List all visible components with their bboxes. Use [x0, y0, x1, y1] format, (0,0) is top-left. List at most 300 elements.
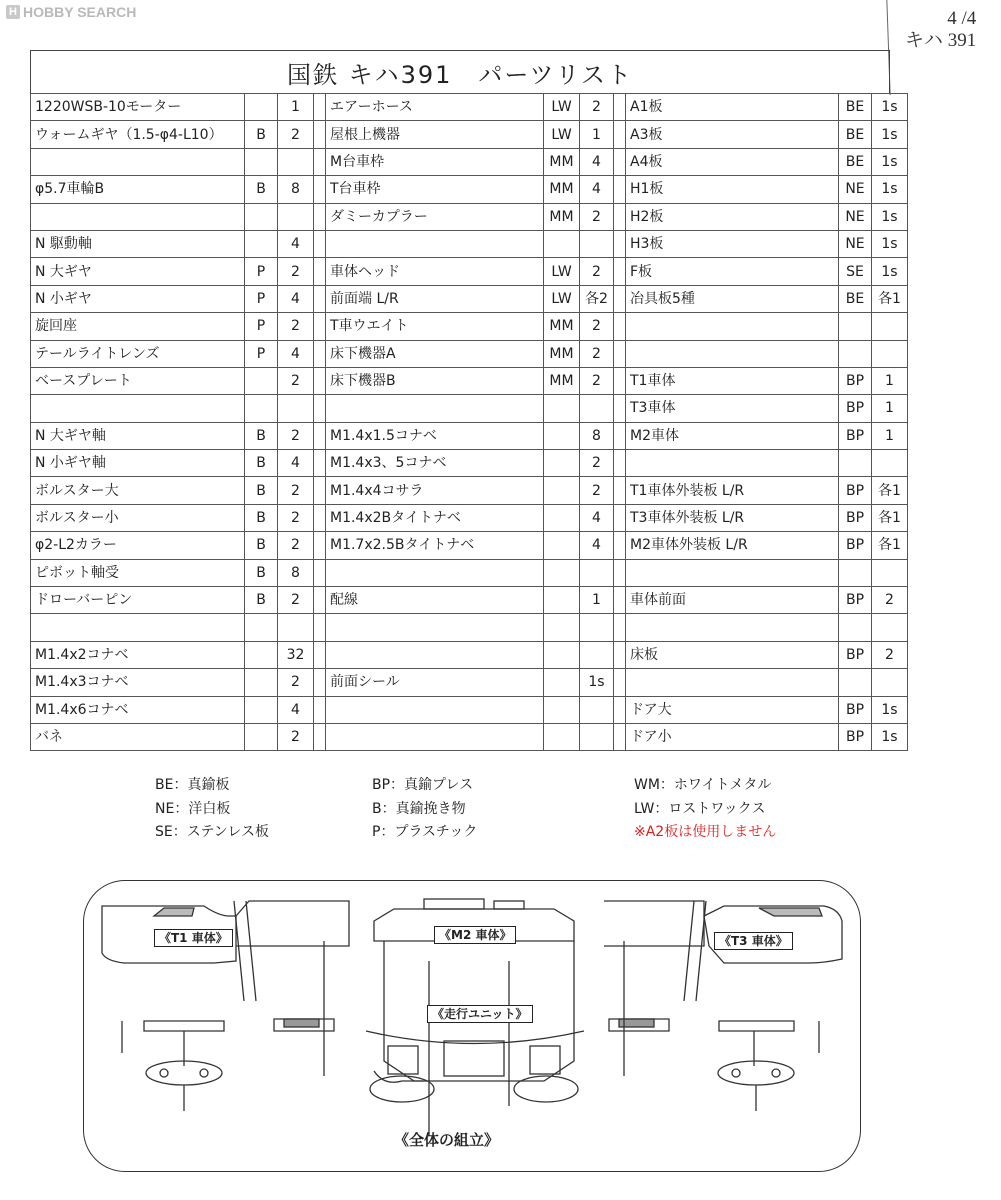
material-cell: BP: [839, 477, 872, 504]
column-divider: [614, 504, 626, 531]
column-divider: [614, 313, 626, 340]
t3-body-label: 《T3 車体》: [714, 932, 793, 950]
table-row: [31, 176, 908, 203]
part-name-cell: N 小ギヤ軸: [31, 450, 245, 477]
column-divider: [314, 723, 326, 750]
assembly-diagram: [83, 880, 861, 1172]
quantity-cell: [872, 669, 908, 696]
part-name-cell: テールライトレンズ: [31, 340, 245, 367]
quantity-cell: 各1: [872, 285, 908, 312]
quantity-cell: 2: [278, 669, 314, 696]
part-name-cell: H3板: [626, 230, 839, 257]
table-row: [31, 258, 908, 285]
column-divider: [314, 313, 326, 340]
drive-unit-label: 《走行ユニット》: [427, 1005, 533, 1023]
material-cell: BP: [839, 422, 872, 449]
part-name-cell: T1車体外装板 L/R: [626, 477, 839, 504]
quantity-cell: 2: [580, 340, 614, 367]
material-cell: [245, 641, 278, 668]
quantity-cell: 4: [580, 532, 614, 559]
column-divider: [314, 504, 326, 531]
material-cell: [544, 450, 580, 477]
part-name-cell: [626, 450, 839, 477]
quantity-cell: [580, 641, 614, 668]
material-cell: [544, 477, 580, 504]
column-divider: [614, 532, 626, 559]
material-cell: [245, 669, 278, 696]
quantity-cell: 2: [278, 367, 314, 394]
part-name-cell: [326, 230, 544, 257]
material-cell: B: [245, 504, 278, 531]
quantity-cell: 各1: [872, 532, 908, 559]
quantity-cell: [278, 148, 314, 175]
column-divider: [614, 121, 626, 148]
material-cell: P: [245, 285, 278, 312]
table-row: [31, 669, 908, 696]
column-divider: [614, 641, 626, 668]
legend-item: P：プラスチック: [372, 824, 478, 840]
material-cell: NE: [839, 203, 872, 230]
quantity-cell: 4: [580, 148, 614, 175]
part-name-cell: N 小ギヤ: [31, 285, 245, 312]
legend-item: SE：ステンレス板: [155, 824, 269, 840]
part-name-cell: M1.4x3、5コナベ: [326, 450, 544, 477]
part-name-cell: N 大ギヤ軸: [31, 422, 245, 449]
part-name-cell: [31, 148, 245, 175]
quantity-cell: [872, 614, 908, 641]
quantity-cell: 4: [580, 504, 614, 531]
a2-plate-note: ※A2板は使用しません: [634, 824, 777, 840]
column-divider: [614, 94, 626, 121]
material-cell: [245, 203, 278, 230]
quantity-cell: 1: [580, 587, 614, 614]
column-divider: [614, 258, 626, 285]
material-cell: [544, 532, 580, 559]
material-cell: [839, 340, 872, 367]
quantity-cell: [278, 203, 314, 230]
material-cell: [544, 587, 580, 614]
quantity-cell: 2: [278, 477, 314, 504]
quantity-cell: 2: [580, 367, 614, 394]
quantity-cell: 各1: [872, 504, 908, 531]
quantity-cell: 2: [872, 641, 908, 668]
part-name-cell: [326, 723, 544, 750]
material-cell: LW: [544, 121, 580, 148]
column-divider: [314, 669, 326, 696]
table-row: [31, 477, 908, 504]
quantity-cell: 1s: [872, 723, 908, 750]
part-name-cell: M1.4x3コナベ: [31, 669, 245, 696]
table-row: [31, 504, 908, 531]
column-divider: [614, 450, 626, 477]
watermark-text: HOBBY SEARCH: [23, 4, 137, 20]
quantity-cell: 2: [278, 723, 314, 750]
part-name-cell: 冶具板5種: [626, 285, 839, 312]
column-divider: [314, 230, 326, 257]
material-cell: MM: [544, 340, 580, 367]
column-divider: [314, 285, 326, 312]
material-cell: [245, 148, 278, 175]
legend-column-2: [372, 774, 477, 845]
legend-item: B：真鍮挽き物: [372, 800, 466, 817]
quantity-cell: 4: [278, 340, 314, 367]
column-divider: [314, 477, 326, 504]
quantity-cell: 各2: [580, 285, 614, 312]
table-row: [31, 230, 908, 257]
column-divider: [614, 669, 626, 696]
column-divider: [614, 148, 626, 175]
material-cell: B: [245, 477, 278, 504]
hobby-search-watermark: [6, 4, 136, 20]
material-cell: [839, 450, 872, 477]
quantity-cell: 2: [580, 94, 614, 121]
quantity-cell: 2: [278, 121, 314, 148]
column-divider: [314, 148, 326, 175]
table-row: [31, 367, 908, 394]
part-name-cell: [326, 395, 544, 422]
part-name-cell: [31, 203, 245, 230]
table-row: [31, 450, 908, 477]
legend-column-3: [634, 774, 776, 845]
part-name-cell: H1板: [626, 176, 839, 203]
quantity-cell: 8: [278, 559, 314, 586]
legend-item: LW：ロストワックス: [634, 800, 766, 817]
quantity-cell: 1s: [872, 258, 908, 285]
t1-body-label: 《T1 車体》: [154, 929, 233, 947]
part-name-cell: M台車枠: [326, 148, 544, 175]
material-cell: BE: [839, 121, 872, 148]
column-divider: [314, 450, 326, 477]
part-name-cell: 床板: [626, 641, 839, 668]
part-name-cell: M2車体外装板 L/R: [626, 532, 839, 559]
part-name-cell: [626, 614, 839, 641]
material-cell: MM: [544, 313, 580, 340]
column-divider: [614, 285, 626, 312]
column-divider: [614, 723, 626, 750]
material-cell: B: [245, 176, 278, 203]
quantity-cell: 1s: [580, 669, 614, 696]
material-cell: P: [245, 340, 278, 367]
part-name-cell: ダミーカプラー: [326, 203, 544, 230]
material-cell: BE: [839, 94, 872, 121]
material-cell: [839, 669, 872, 696]
part-name-cell: 床下機器A: [326, 340, 544, 367]
parts-list-title: 国鉄 キハ391 パーツリスト: [30, 50, 890, 93]
material-cell: [544, 504, 580, 531]
material-cell: P: [245, 258, 278, 285]
part-name-cell: 床下機器B: [326, 367, 544, 394]
material-cell: [544, 395, 580, 422]
column-divider: [614, 367, 626, 394]
material-cell: LW: [544, 94, 580, 121]
quantity-cell: [278, 614, 314, 641]
quantity-cell: [580, 559, 614, 586]
column-divider: [314, 176, 326, 203]
column-divider: [614, 559, 626, 586]
part-name-cell: ドア大: [626, 696, 839, 723]
column-divider: [314, 395, 326, 422]
part-name-cell: ドローバーピン: [31, 587, 245, 614]
quantity-cell: [872, 313, 908, 340]
quantity-cell: [872, 450, 908, 477]
column-divider: [614, 395, 626, 422]
part-name-cell: A4板: [626, 148, 839, 175]
column-divider: [614, 477, 626, 504]
column-divider: [614, 176, 626, 203]
material-cell: MM: [544, 367, 580, 394]
part-name-cell: [626, 340, 839, 367]
part-name-cell: φ2-L2カラー: [31, 532, 245, 559]
part-name-cell: M1.7x2.5Bタイトナベ: [326, 532, 544, 559]
column-divider: [314, 422, 326, 449]
m2-body-label: 《M2 車体》: [434, 926, 516, 944]
part-name-cell: H2板: [626, 203, 839, 230]
part-name-cell: [326, 559, 544, 586]
material-cell: B: [245, 559, 278, 586]
quantity-cell: 各1: [872, 477, 908, 504]
material-cell: [544, 230, 580, 257]
part-name-cell: M1.4x2Bタイトナベ: [326, 504, 544, 531]
part-name-cell: T車ウエイト: [326, 313, 544, 340]
page-number-block: [905, 8, 976, 52]
material-cell: [245, 723, 278, 750]
material-cell: [544, 614, 580, 641]
part-name-cell: ボルスター大: [31, 477, 245, 504]
column-divider: [314, 258, 326, 285]
part-name-cell: N 駆動軸: [31, 230, 245, 257]
table-row: [31, 148, 908, 175]
part-name-cell: 1220WSB-10モーター: [31, 94, 245, 121]
part-name-cell: 前面シール: [326, 669, 544, 696]
part-name-cell: N 大ギヤ: [31, 258, 245, 285]
model-name: キハ 391: [905, 30, 977, 51]
material-cell: MM: [544, 176, 580, 203]
part-name-cell: M1.4x1.5コナベ: [326, 422, 544, 449]
material-cell: [245, 395, 278, 422]
part-name-cell: エアーホース: [326, 94, 544, 121]
part-name-cell: T3車体外装板 L/R: [626, 504, 839, 531]
material-cell: BP: [839, 641, 872, 668]
part-name-cell: M1.4x6コナベ: [31, 696, 245, 723]
column-divider: [314, 614, 326, 641]
material-cell: [839, 559, 872, 586]
material-cell: BE: [839, 148, 872, 175]
quantity-cell: [580, 614, 614, 641]
part-name-cell: 車体ヘッド: [326, 258, 544, 285]
quantity-cell: 1: [872, 422, 908, 449]
quantity-cell: 2: [872, 587, 908, 614]
quantity-cell: 1s: [872, 148, 908, 175]
material-cell: BP: [839, 723, 872, 750]
part-name-cell: M2車体: [626, 422, 839, 449]
part-name-cell: φ5.7車輪B: [31, 176, 245, 203]
column-divider: [614, 587, 626, 614]
material-cell: B: [245, 422, 278, 449]
column-divider: [314, 696, 326, 723]
quantity-cell: 2: [580, 450, 614, 477]
quantity-cell: [580, 230, 614, 257]
quantity-cell: [580, 696, 614, 723]
material-cell: LW: [544, 285, 580, 312]
quantity-cell: 4: [278, 696, 314, 723]
material-cell: LW: [544, 258, 580, 285]
quantity-cell: 2: [580, 313, 614, 340]
column-divider: [614, 614, 626, 641]
quantity-cell: 1s: [872, 94, 908, 121]
quantity-cell: 4: [278, 285, 314, 312]
material-cell: [839, 614, 872, 641]
table-row: [31, 121, 908, 148]
part-name-cell: 旋回座: [31, 313, 245, 340]
material-cell: BP: [839, 395, 872, 422]
material-cell: SE: [839, 258, 872, 285]
part-name-cell: 屋根上機器: [326, 121, 544, 148]
quantity-cell: 1s: [872, 176, 908, 203]
quantity-cell: 1s: [872, 230, 908, 257]
part-name-cell: M1.4x2コナベ: [31, 641, 245, 668]
page-number: 4 /4: [947, 8, 977, 29]
material-cell: BP: [839, 504, 872, 531]
part-name-cell: M1.4x4コサラ: [326, 477, 544, 504]
table-row: [31, 203, 908, 230]
quantity-cell: 32: [278, 641, 314, 668]
material-cell: BP: [839, 532, 872, 559]
material-cell: [544, 723, 580, 750]
table-row: [31, 94, 908, 121]
quantity-cell: 1s: [872, 696, 908, 723]
part-name-cell: 前面端 L/R: [326, 285, 544, 312]
material-cell: BP: [839, 696, 872, 723]
column-divider: [314, 340, 326, 367]
column-divider: [314, 203, 326, 230]
quantity-cell: 8: [278, 176, 314, 203]
part-name-cell: F板: [626, 258, 839, 285]
material-cell: B: [245, 121, 278, 148]
table-row: [31, 285, 908, 312]
quantity-cell: 8: [580, 422, 614, 449]
assembly-drawing: [84, 881, 860, 1171]
quantity-cell: 2: [580, 258, 614, 285]
part-name-cell: [626, 313, 839, 340]
legend-item: NE：洋白板: [155, 800, 231, 817]
quantity-cell: 1s: [872, 203, 908, 230]
material-cell: [544, 641, 580, 668]
legend-column-1: [155, 774, 269, 845]
quantity-cell: 1: [278, 94, 314, 121]
column-divider: [614, 203, 626, 230]
quantity-cell: 2: [278, 258, 314, 285]
quantity-cell: 2: [278, 504, 314, 531]
material-cell: [245, 367, 278, 394]
material-cell: [544, 669, 580, 696]
quantity-cell: 1: [872, 395, 908, 422]
table-row: [31, 587, 908, 614]
part-name-cell: 配線: [326, 587, 544, 614]
table-row: [31, 723, 908, 750]
column-divider: [314, 367, 326, 394]
material-cell: [245, 696, 278, 723]
part-name-cell: T台車枠: [326, 176, 544, 203]
quantity-cell: 2: [278, 532, 314, 559]
column-divider: [314, 587, 326, 614]
part-name-cell: [31, 395, 245, 422]
parts-table: [30, 93, 908, 751]
part-name-cell: バネ: [31, 723, 245, 750]
quantity-cell: 4: [278, 230, 314, 257]
part-name-cell: T3車体: [626, 395, 839, 422]
column-divider: [314, 532, 326, 559]
part-name-cell: ボルスター小: [31, 504, 245, 531]
part-name-cell: [326, 641, 544, 668]
table-row: [31, 532, 908, 559]
quantity-cell: 2: [278, 587, 314, 614]
part-name-cell: A1板: [626, 94, 839, 121]
quantity-cell: [580, 395, 614, 422]
part-name-cell: [626, 559, 839, 586]
part-name-cell: [326, 696, 544, 723]
watermark-logo-icon: H: [6, 5, 20, 19]
overall-assembly-caption: 《全体の組立》: [394, 1131, 500, 1149]
column-divider: [314, 559, 326, 586]
part-name-cell: [326, 614, 544, 641]
material-cell: [839, 313, 872, 340]
part-name-cell: A3板: [626, 121, 839, 148]
quantity-cell: 1: [580, 121, 614, 148]
material-cell: [544, 696, 580, 723]
material-cell: BP: [839, 367, 872, 394]
quantity-cell: 2: [580, 203, 614, 230]
material-cell: B: [245, 532, 278, 559]
part-name-cell: ピボット軸受: [31, 559, 245, 586]
table-row: [31, 614, 908, 641]
part-name-cell: ベースプレート: [31, 367, 245, 394]
legend-item: BE：真鍮板: [155, 777, 230, 793]
material-cell: BE: [839, 285, 872, 312]
table-row: [31, 422, 908, 449]
column-divider: [614, 340, 626, 367]
material-cell: [245, 94, 278, 121]
quantity-cell: [278, 395, 314, 422]
table-row: [31, 395, 908, 422]
material-cell: MM: [544, 203, 580, 230]
material-cell: [544, 422, 580, 449]
column-divider: [314, 94, 326, 121]
column-divider: [614, 696, 626, 723]
column-divider: [614, 422, 626, 449]
material-cell: NE: [839, 176, 872, 203]
material-cell: [245, 614, 278, 641]
legend-item: WM：ホワイトメタル: [634, 777, 772, 793]
part-name-cell: [626, 669, 839, 696]
quantity-cell: 4: [580, 176, 614, 203]
quantity-cell: [580, 723, 614, 750]
table-row: [31, 696, 908, 723]
quantity-cell: 4: [278, 450, 314, 477]
part-name-cell: 車体前面: [626, 587, 839, 614]
table-row: [31, 313, 908, 340]
column-divider: [314, 641, 326, 668]
table-row: [31, 340, 908, 367]
material-cell: [544, 559, 580, 586]
material-cell: BP: [839, 587, 872, 614]
material-cell: P: [245, 313, 278, 340]
quantity-cell: 1s: [872, 121, 908, 148]
table-row: [31, 559, 908, 586]
quantity-cell: [872, 340, 908, 367]
quantity-cell: 2: [580, 477, 614, 504]
material-cell: B: [245, 587, 278, 614]
quantity-cell: 2: [278, 313, 314, 340]
